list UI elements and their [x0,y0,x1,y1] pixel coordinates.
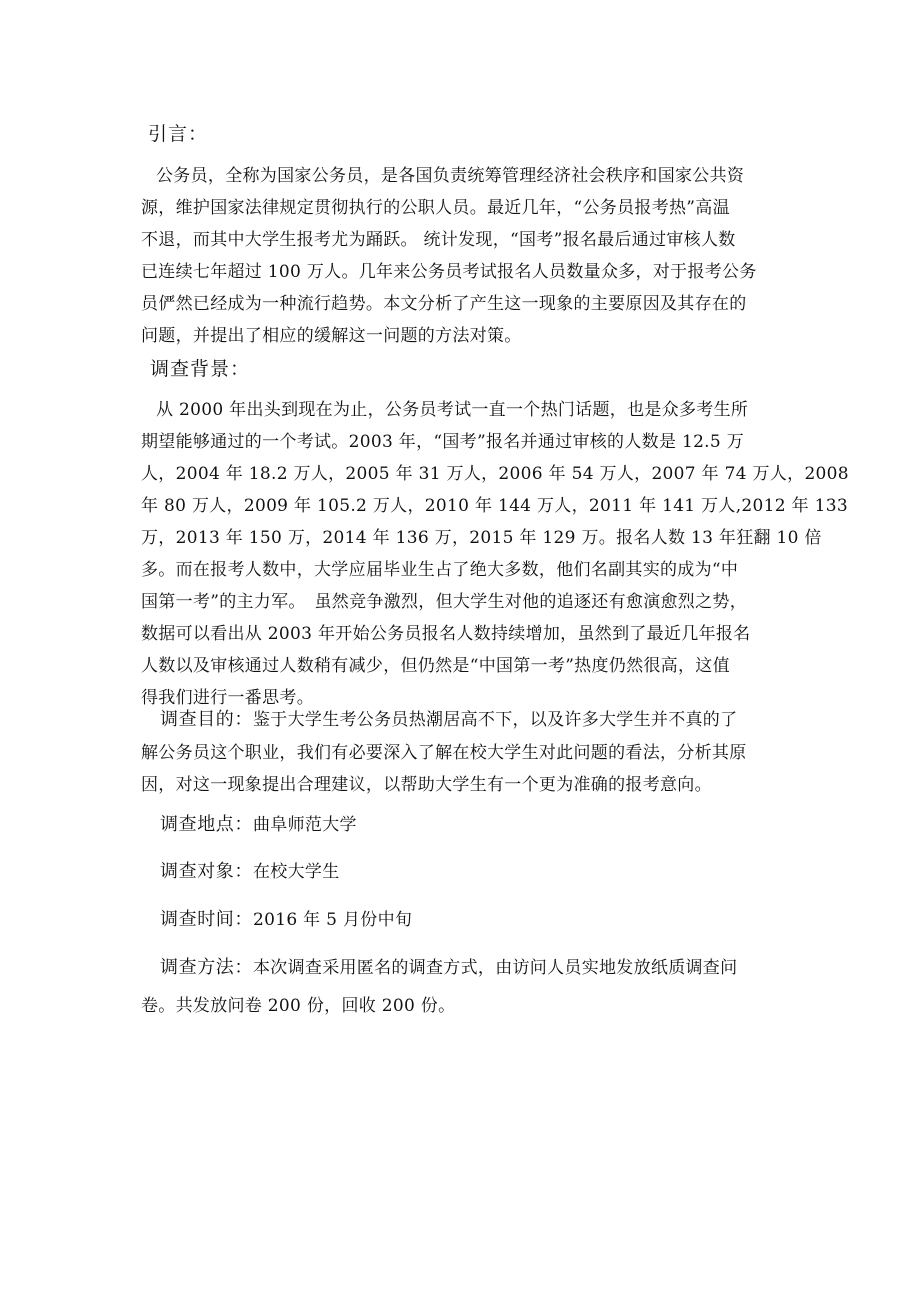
time-value: 2016 年 5 月份中旬 [253,910,413,930]
purpose-line: 解公务员这个职业，我们有必要深入了解在校大学生对此问题的看法，分析其原 [141,743,747,763]
intro-line: 源，维护国家法律规定贯彻执行的公职人员。最近几年，“公务员报考热”高温 [141,198,730,218]
background-line: 年 80 万人，2009 年 105.2 万人，2010 年 144 万人，2011 年 141 万人,2012 年 133 [141,496,848,516]
location-row [160,815,357,835]
background-heading: 调查背景： [150,358,251,380]
purpose-text: 鉴于大学生考公务员热潮居高不下，以及许多大学生并不真的了 [253,710,738,730]
method-text: 本次调查采用匿名的调查方式，由访问人员实地发放纸质调查问 [253,958,738,978]
intro-line: 不退，而其中大学生报考尤为踊跃。 统计发现，“国考”报名最后通过审核人数 [141,230,736,250]
background-line: 从 2000 年出头到现在为止，公务员考试一直一个热门话题，也是众多考生所 [156,400,749,420]
background-line: 得我们进行一番思考。 [141,688,314,708]
location-label: 调查地点： [160,814,253,835]
method-label: 调查方法： [160,957,253,978]
intro-line: 问题，并提出了相应的缓解这一问题的方法对策。 [141,326,522,346]
intro-line: 公务员，全称为国家公务员，是各国负责统筹管理经济社会秩序和国家公共资 [156,166,745,186]
background-line: 人，2004 年 18.2 万人，2005 年 31 万人，2006 年 54 万人，2007 年 74 万人，2008 [141,464,849,484]
subjects-value: 在校大学生 [253,862,340,882]
background-line: 国第一考”的主力军。 虽然竞争激烈，但大学生对他的追逐还有愈演愈烈之势， [141,592,747,612]
intro-heading: 引言： [148,123,209,145]
method-line: 卷。共发放问卷 200 份，回收 200 份。 [141,996,456,1016]
intro-line: 已连续七年超过 100 万人。几年来公务员考试报名人员数量众多，对于报考公务 [141,262,757,282]
location-value: 曲阜师范大学 [253,815,357,835]
purpose-paragraph-first [160,710,737,730]
background-line: 数据可以看出从 2003 年开始公务员报名人数持续增加，虽然到了最近几年报名 [141,624,751,644]
subjects-label: 调查对象： [160,861,253,882]
time-row [160,910,412,930]
background-line: 人数以及审核通过人数稍有减少，但仍然是“中国第一考”热度仍然很高，这值 [141,656,730,676]
purpose-line: 因，对这一现象提出合理建议，以帮助大学生有一个更为准确的报考意向。 [141,775,712,795]
subjects-row [160,862,340,882]
method-paragraph-first [160,958,737,978]
intro-line: 员俨然已经成为一种流行趋势。本文分析了产生这一现象的主要原因及其存在的 [141,294,747,314]
purpose-label: 调查目的： [160,709,253,730]
background-line: 万，2013 年 150 万，2014 年 136 万，2015 年 129 万。报名人数 13 年狂翻 10 倍 [141,528,822,548]
background-line: 期望能够通过的一个考试。2003 年，“国考”报名并通过审核的人数是 12.5 万 [141,432,745,452]
time-label: 调查时间： [160,909,253,930]
background-line: 多。而在报考人数中，大学应届毕业生占了绝大多数，他们名副其实的成为“中 [141,560,739,580]
